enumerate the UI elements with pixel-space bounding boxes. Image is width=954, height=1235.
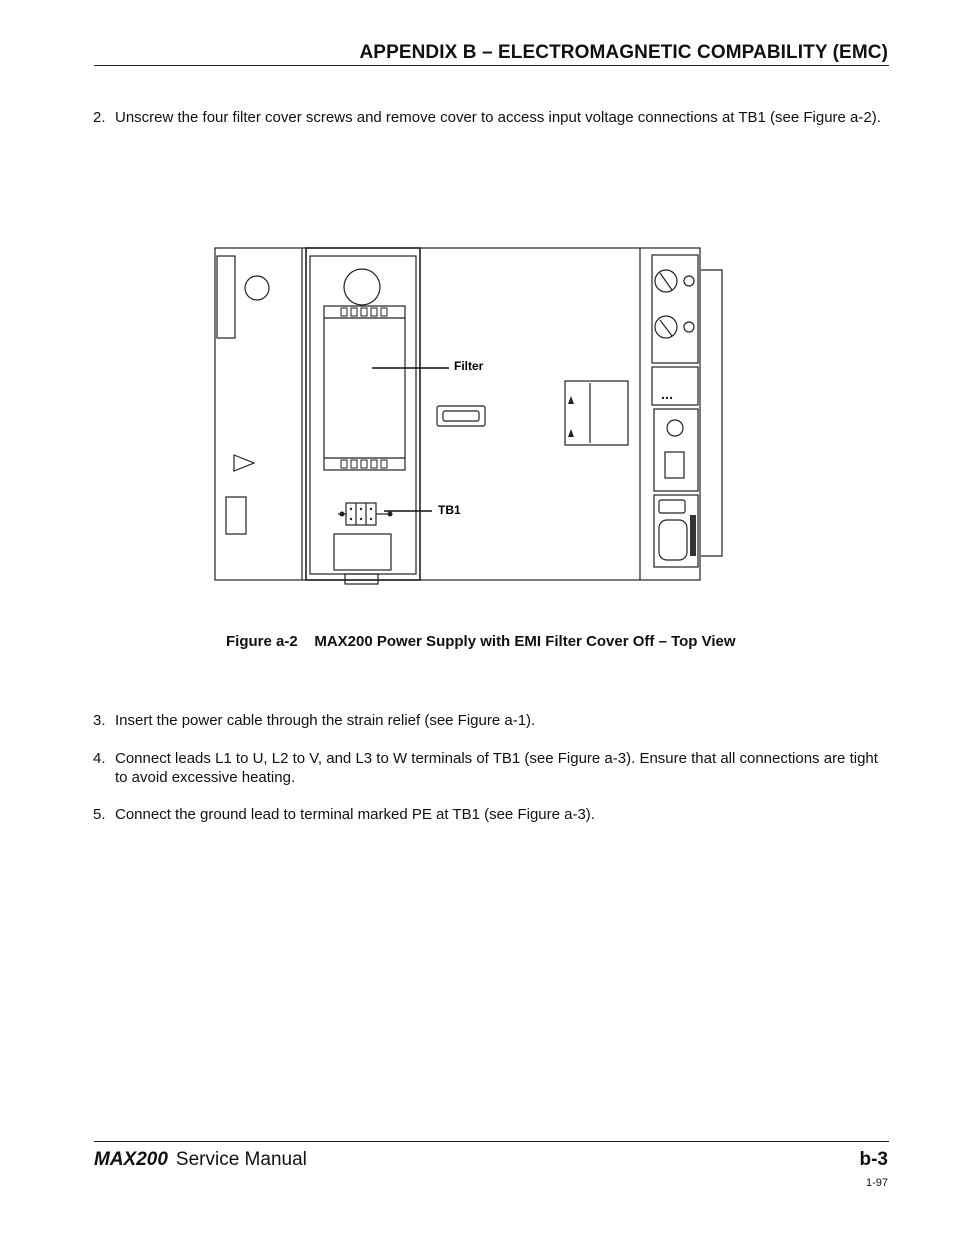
step-number: 3. <box>93 712 106 729</box>
revision-code: 1-97 <box>865 1177 888 1189</box>
step-4 <box>93 749 883 787</box>
power-supply-diagram <box>210 240 730 590</box>
figure-caption: Figure a-2 MAX200 Power Supply with EMI Filter Cover Off – Top View <box>226 633 736 650</box>
step-number: 5. <box>93 806 106 823</box>
step-number: 2. <box>93 109 106 126</box>
housing-outline <box>215 248 700 580</box>
step-2 <box>93 108 883 127</box>
filter-callout: Filter <box>454 359 484 373</box>
step-text: Insert the power cable through the strain relief (see Figure a-1). <box>115 712 536 729</box>
header-divider <box>94 65 889 66</box>
dark-strip <box>690 515 696 556</box>
step-text: Connect the ground lead to terminal marked PE at TB1 (see Figure a-3). <box>115 806 595 823</box>
display-panel <box>654 409 698 491</box>
step-text: Connect leads L1 to U, L2 to V, and L3 to W terminals of TB1 (see Figure a-3). Ensure that all connections are tight to avoid excessive heating. <box>115 750 878 786</box>
filter-compartment <box>306 248 420 580</box>
strain-relief-circle <box>344 269 380 305</box>
center-handle <box>437 406 485 426</box>
data-plate <box>565 381 628 445</box>
page-header-title: APPENDIX B – ELECTROMAGNETIC COMPABILITY (EMC) <box>359 42 888 63</box>
filter-body <box>324 306 405 470</box>
page-number: b-3 <box>859 1149 888 1170</box>
gauge-icon <box>655 316 677 338</box>
step-number: 4. <box>93 750 106 767</box>
footer-manual-title <box>94 1149 307 1171</box>
step-5 <box>93 805 883 824</box>
footer-divider <box>94 1141 889 1142</box>
step-text: Unscrew the four filter cover screws and remove cover to access input voltage connections at TB1 (see Figure a-2). <box>115 109 881 126</box>
tb1-callout: TB1 <box>438 503 461 517</box>
step-3 <box>93 711 883 730</box>
warning-label <box>217 256 235 338</box>
tb1-terminal-block <box>346 503 376 525</box>
footer-manual: Service Manual <box>175 1149 307 1170</box>
gauge-panel <box>652 255 698 363</box>
footer-model: MAX200 <box>94 1149 168 1170</box>
